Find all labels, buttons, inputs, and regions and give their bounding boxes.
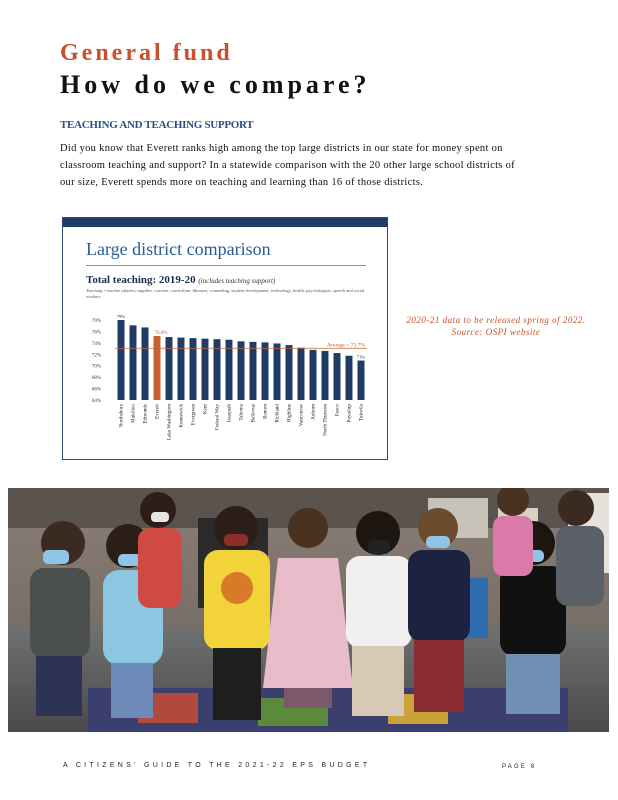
highlight-bar-label: 76.0% <box>154 331 168 336</box>
chart-card-divider <box>86 265 366 266</box>
y-tick-label: 68% <box>91 376 101 382</box>
average-label: Average = 73.7% <box>326 342 365 349</box>
bar-richland <box>274 343 281 400</box>
section-kicker: General fund <box>60 40 233 66</box>
classroom-photo-illustration <box>8 488 609 732</box>
x-tick-label: Auburn <box>310 404 317 420</box>
bar-pasco <box>334 353 341 400</box>
bar-northshore <box>118 320 125 400</box>
last-bar-label: 71% <box>356 354 366 360</box>
bar-vancouver <box>298 348 305 400</box>
bar-highline <box>286 345 293 400</box>
bar-evergreen <box>190 338 197 400</box>
chart-heading <box>86 274 275 286</box>
bar-mukilteo <box>130 325 137 400</box>
x-tick-label: Evergreen <box>190 404 197 426</box>
bar-renton <box>262 342 269 400</box>
bar-tahoma <box>238 341 245 400</box>
bar-chart <box>63 298 389 460</box>
bar-puyallup <box>346 356 353 400</box>
x-tick-label: Everett <box>154 404 161 419</box>
x-tick-label: North Thurston <box>322 404 329 437</box>
x-tick-label: Kennewick <box>178 404 185 428</box>
x-tick-label: Kent <box>202 404 209 415</box>
chart-card <box>62 217 388 460</box>
x-tick-label: Edmonds <box>142 404 149 424</box>
x-tick-label: Bellevue <box>250 404 257 423</box>
bar-bellevue <box>250 342 257 400</box>
y-tick-label: 79% <box>91 319 101 324</box>
y-tick-label: 72% <box>91 353 101 359</box>
side-note <box>396 314 596 338</box>
y-tick-label: 64% <box>91 399 101 404</box>
x-tick-label: Highline <box>286 404 293 423</box>
bar-tukwila <box>358 361 365 400</box>
x-tick-label: Puyallup <box>346 404 353 423</box>
chart-heading-main: Total teaching: 2019-20 <box>86 274 196 286</box>
x-tick-label: Vancouver <box>298 404 305 427</box>
chart-card-top-bar <box>63 218 387 227</box>
page-title: How do we compare? <box>60 70 371 99</box>
x-tick-label: Northshore <box>118 404 125 428</box>
footer-page-number: PAGE 8 <box>502 764 537 770</box>
x-tick-label: Mukilteo <box>130 404 137 424</box>
child-3 <box>138 492 182 608</box>
first-bar-label: 79% <box>116 314 126 319</box>
body-paragraph: Did you know that Everett ranks high among the top large districts in our state for money spent on classroom teaching and support? In a statewide comparison with the 20 other large school districts of our size, Everett spends more on teaching and learning than 16 of those districts. <box>60 143 515 188</box>
x-tick-label: Pasco <box>334 404 341 417</box>
bar-north-thurston <box>322 351 329 400</box>
chart-heading-sub: (includes teaching support) <box>198 277 276 285</box>
bar-edmonds <box>142 327 149 400</box>
side-note-source: Source: OSPI website <box>451 327 541 337</box>
x-tick-label: Issaquah <box>226 404 233 423</box>
child-10 <box>493 488 533 576</box>
y-tick-label: 70% <box>91 364 101 370</box>
side-note-release: 2020-21 data to be released spring of 2022. <box>406 315 586 325</box>
footer-guide-title: A CITIZENS' GUIDE TO THE 2021-22 EPS BUDGET <box>63 762 371 769</box>
x-tick-label: Tahoma <box>238 404 245 421</box>
x-tick-label: Richland <box>274 404 281 423</box>
bar-lake-washington <box>166 337 173 400</box>
y-tick-label: 74% <box>91 341 101 347</box>
x-tick-label: Renton <box>262 404 269 419</box>
x-tick-label: Lake Washington <box>166 404 173 441</box>
classroom-photo <box>8 488 609 732</box>
y-tick-label: 66% <box>91 387 101 393</box>
bar-auburn <box>310 350 317 400</box>
bar-everett <box>154 336 161 400</box>
chart-note: Teaching = teacher salaries, supplies, coaches, curriculum, libraries, counseling, student development, technology, health, psychologists, speech and social workers <box>86 288 365 299</box>
section-heading: TEACHING AND TEACHING SUPPORT <box>60 119 254 131</box>
x-tick-label: Tukwila <box>358 404 365 422</box>
y-tick-label: 76% <box>91 330 101 336</box>
chart-card-title: Large district comparison <box>86 239 271 259</box>
bar-issaquah <box>226 340 233 400</box>
bar-kennewick <box>178 338 185 400</box>
x-tick-label: Federal Way <box>214 404 221 431</box>
